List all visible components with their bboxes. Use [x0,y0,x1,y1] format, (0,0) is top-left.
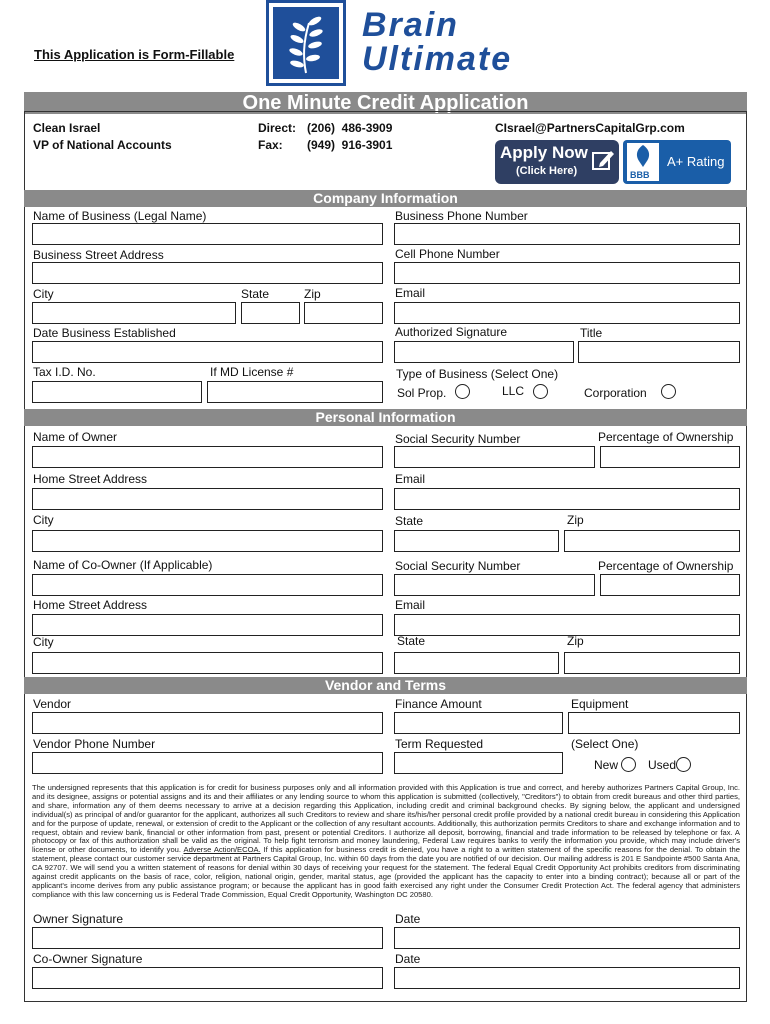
cell-phone-label: Cell Phone Number [395,247,500,261]
personal-section-header: Personal Information [24,409,747,426]
owner-street-field[interactable] [32,488,383,510]
coowner-signature-label: Co-Owner Signature [33,952,143,966]
owner-email-label: Email [395,472,426,486]
adverse-action-link[interactable]: Adverse Action/ECOA. [183,845,261,855]
apply-now-sub: (Click Here) [516,165,578,177]
coowner-signature-field[interactable] [32,967,383,989]
date-established-label: Date Business Established [33,326,176,340]
used-label: Used [648,758,677,772]
business-street-field[interactable] [32,262,383,284]
owner-state-field[interactable] [394,530,559,552]
select-one-label: (Select One) [571,737,639,751]
company-title-field[interactable] [578,341,740,363]
company-city-field[interactable] [32,302,236,324]
new-radio[interactable] [621,757,636,772]
coowner-email-field[interactable] [394,614,740,636]
finance-amount-field[interactable] [394,712,563,734]
bbb-badge [623,140,731,184]
owner-city-label: City [33,513,54,527]
fax-value: (949) 916-3901 [307,138,393,152]
company-state-field[interactable] [241,302,300,324]
owner-pct-label: Percentage of Ownership [598,430,734,444]
coowner-date-field[interactable] [394,967,740,989]
coowner-street-label: Home Street Address [33,598,148,612]
contact-role: VP of National Accounts [33,138,172,152]
owner-email-field[interactable] [394,488,740,510]
contact-name: Clean Israel [33,121,101,135]
md-license-label: If MD License # [210,365,294,379]
corporation-label: Corporation [584,386,647,400]
coowner-date-label: Date [395,952,421,966]
direct-label: Direct: [258,121,297,135]
form-fillable-note: This Application is Form-Fillable [34,47,235,62]
direct-value: (206) 486-3909 [307,121,393,135]
equipment-field[interactable] [568,712,740,734]
coowner-ssn-label: Social Security Number [395,559,521,573]
company-email-label: Email [395,286,426,300]
edit-icon [591,148,615,177]
tax-id-label: Tax I.D. No. [33,365,96,379]
fax-label: Fax: [258,138,283,152]
vendor-phone-label: Vendor Phone Number [33,737,156,751]
business-name-label: Name of Business (Legal Name) [33,209,207,223]
vendor-label: Vendor [33,697,72,711]
business-phone-field[interactable] [394,223,740,245]
business-type-label: Type of Business (Select One) [396,367,559,381]
date-established-field[interactable] [32,341,383,363]
owner-signature-field[interactable] [32,927,383,949]
cell-phone-field[interactable] [394,262,740,284]
finance-amount-label: Finance Amount [395,697,482,711]
new-label: New [594,758,619,772]
form-title: One Minute Credit Application [242,92,529,114]
apply-now-button[interactable] [495,140,619,184]
coowner-name-label: Name of Co-Owner (If Applicable) [33,558,213,572]
owner-name-label: Name of Owner [33,430,118,444]
coowner-pct-label: Percentage of Ownership [598,559,734,573]
company-email-field[interactable] [394,302,740,324]
company-section-header: Company Information [24,190,747,207]
sol-prop-radio[interactable] [455,384,470,399]
sol-prop-label: Sol Prop. [397,386,447,400]
coowner-city-label: City [33,635,54,649]
owner-pct-field[interactable] [600,446,740,468]
business-street-label: Business Street Address [33,248,164,262]
owner-state-label: State [395,514,424,528]
company-title-label: Title [580,326,603,340]
vendor-section-header: Vendor and Terms [24,677,747,694]
coowner-email-label: Email [395,598,426,612]
logo-text-brain: Brain [362,6,459,44]
company-zip-field[interactable] [304,302,383,324]
coowner-state-field[interactable] [394,652,559,674]
owner-zip-field[interactable] [564,530,740,552]
authorized-signature-field[interactable] [394,341,574,363]
term-requested-label: Term Requested [395,737,484,751]
company-zip-label: Zip [304,287,321,301]
contact-email[interactable]: CIsrael@PartnersCapitalGrp.com [495,121,685,135]
used-radio[interactable] [676,757,691,772]
bbb-rating: A+ Rating [667,154,725,169]
bbb-logo [627,143,659,181]
authorized-signature-label: Authorized Signature [395,325,508,339]
logo-text-ultimate: Ultimate [362,40,513,78]
owner-ssn-field[interactable] [394,446,595,468]
corporation-radio[interactable] [661,384,676,399]
vendor-phone-field[interactable] [32,752,383,774]
coowner-street-field[interactable] [32,614,383,636]
owner-date-label: Date [395,912,421,926]
coowner-ssn-field[interactable] [394,574,595,596]
owner-zip-label: Zip [567,513,584,527]
owner-city-field[interactable] [32,530,383,552]
legal-text-1: The undersigned represents that this application is for credit for business purposes only and all information provided with this Application is true and correct, and hereby authorizes Partners Capital Group, Inc. and its designee, assigns or potential assigns and its and their affiliates or any lending source to whom this application is submitted (collectively, "Creditors") to obtain from credit bureaus and other third parties, and share, information any of them deems necessary to arrive at a decision regarding this Application, including credit and criminal background checks. By signing below, the applicant and undersigned individual(s) as principal of and/or guarantor for the applicant, authorizes all such Creditors to review and share its/his/her personal credit profile provided by a national credit bureau in considering this Application and for the purpose of update, renewal, or extension of credit to the Applicant or the collection of any resultant accounts. Additionally, this authorization permits Creditors to share and exchange information and to request, obtain and review bank, financial or other information from past, present or potential Creditors. I authorize all deposit, borrowing, financial and trade information to be released by telephone or fax. A photocopy or fax of this authorization shall be valid as the original. To help fight terrorism and money laundering, Federal Law requires banks to verify the information you provide, which may include driver's license or other documents, to identify you. [32,783,740,855]
owner-name-field[interactable] [32,446,383,468]
legal-disclaimer [32,784,740,900]
company-state-label: State [241,287,270,301]
tax-id-field[interactable] [32,381,202,403]
equipment-label: Equipment [571,697,629,711]
apply-now-label: Apply Now [500,143,588,162]
owner-street-label: Home Street Address [33,472,148,486]
coowner-state-label: State [397,634,426,648]
coowner-city-field[interactable] [32,652,383,674]
term-requested-field[interactable] [394,752,563,774]
owner-date-field[interactable] [394,927,740,949]
laurel-icon [266,0,346,86]
vendor-field[interactable] [32,712,383,734]
llc-radio[interactable] [533,384,548,399]
brand-logo [266,0,516,88]
coowner-name-field[interactable] [32,574,383,596]
legal-text-2: If this application for business credit is denied, you have a right to a written statement of the specific reasons for the denial. To obtain the statement, please contact our customer service department at Partners Capital Group, Inc. within 60 days from the date you are notified of our decision. Our mailing address is 201 E Sandpointe #500 Santa Ana, CA 92707. We will send you a written statement of reasons for denial within 30 days of receiving your request for the statement. The federal Equal Credit Opportunity Act prohibits creditors from discriminating against credit applicants on the basis of race, color, religion, national origin, gender, marital status, age (provided the applicant has the capacity to enter into a binding contract); because all or part of the applicant's income derives from any public assistance program; or because the applicant has in good faith exercised any right under the Consumer Credit Protection Act. The federal agency that administers compliance with this law concerning us is Federal Trade Commission, Equal Credit Opportunity, Washington DC 20580. [32,845,740,899]
business-name-field[interactable] [32,223,383,245]
llc-label: LLC [502,384,525,398]
md-license-field[interactable] [207,381,383,403]
company-city-label: City [33,287,54,301]
bbb-text: BBB [630,170,650,180]
owner-ssn-label: Social Security Number [395,432,521,446]
coowner-pct-field[interactable] [600,574,740,596]
coowner-zip-label: Zip [567,634,584,648]
owner-signature-label: Owner Signature [33,912,124,926]
coowner-zip-field[interactable] [564,652,740,674]
business-phone-label: Business Phone Number [395,209,528,223]
